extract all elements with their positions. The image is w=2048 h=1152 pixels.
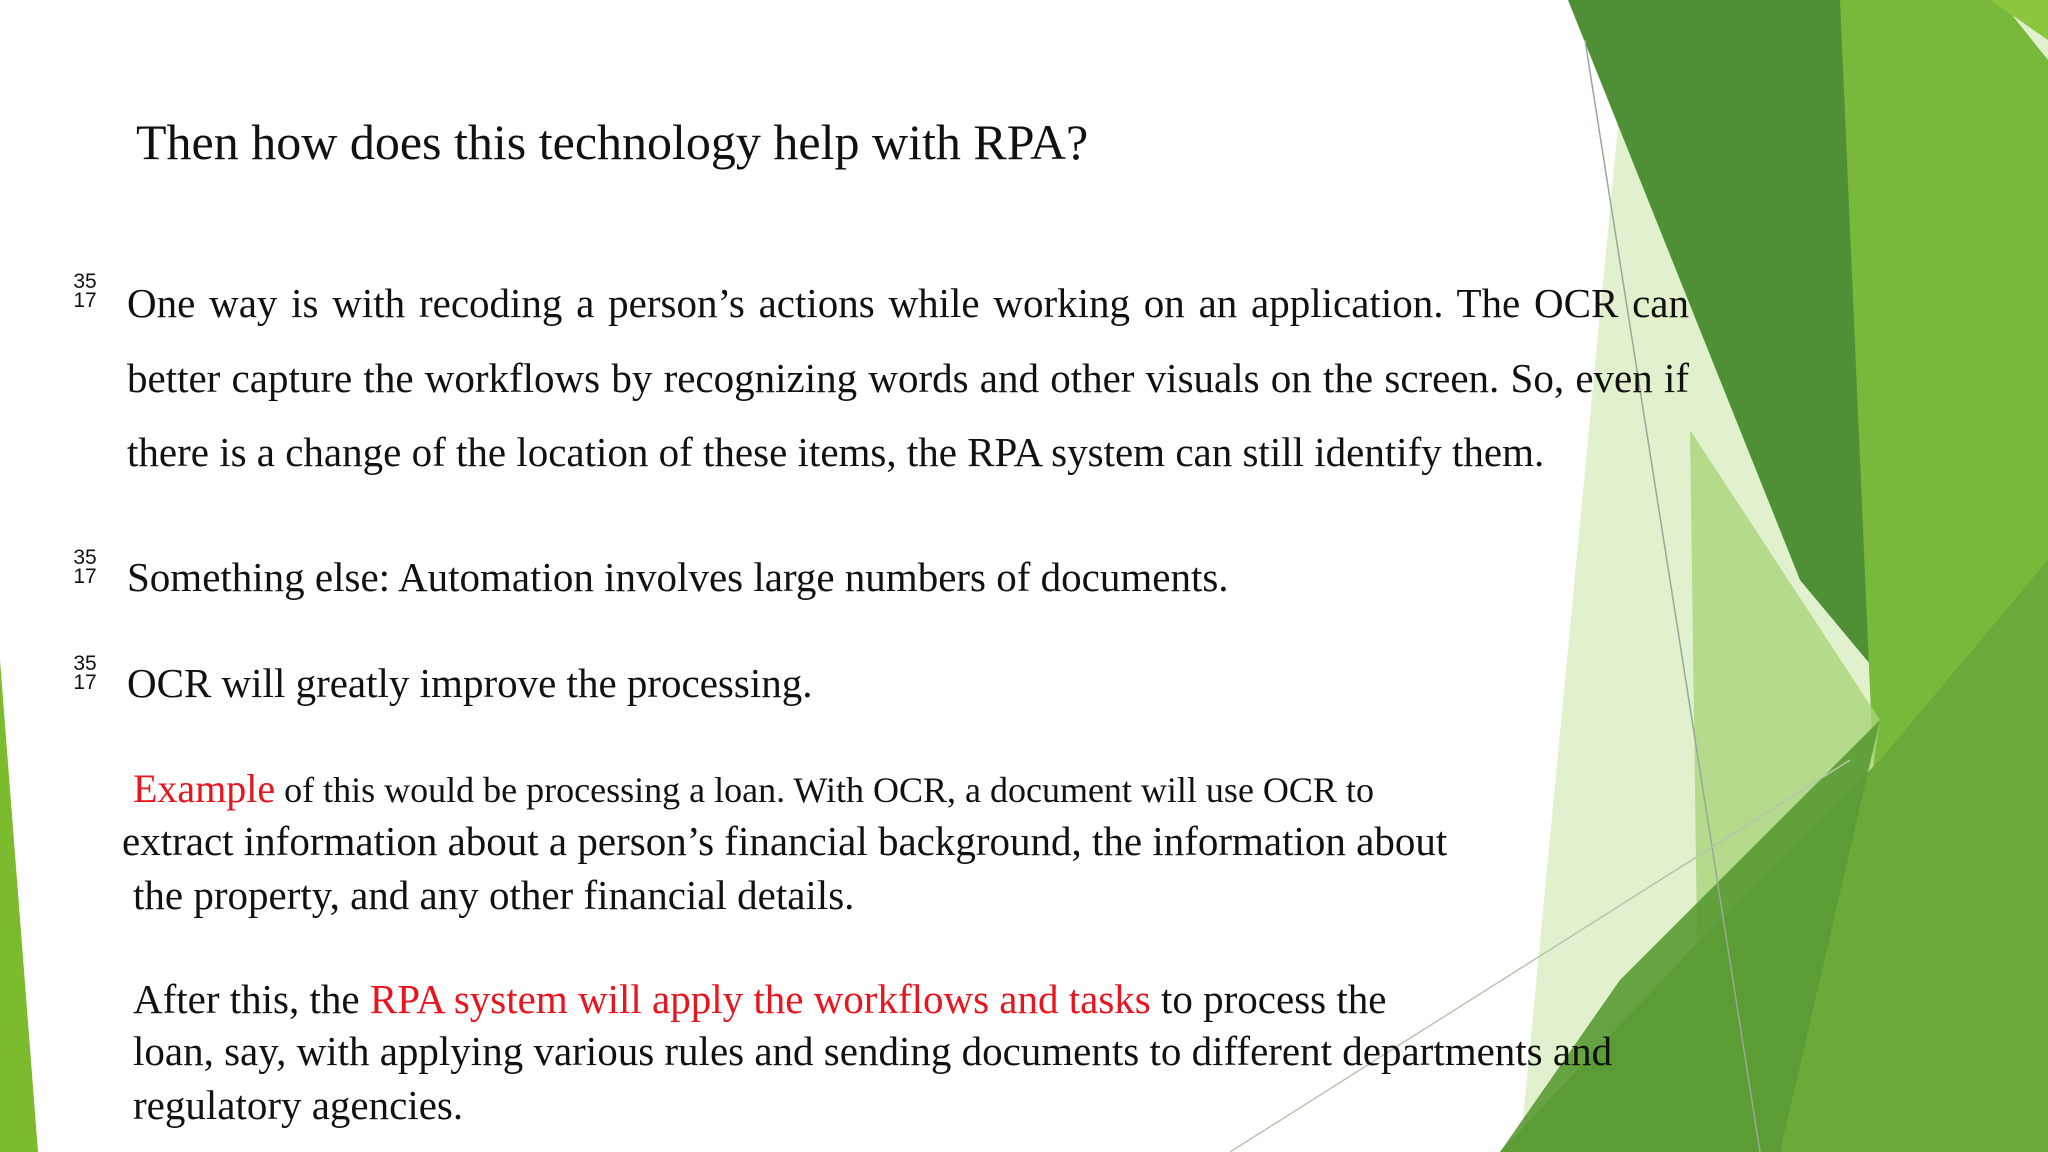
bullet-3-text: OCR will greatly improve the processing. xyxy=(127,660,813,706)
slide-title: Then how does this technology help with RPA? xyxy=(136,114,1089,170)
regulatory-line: regulatory agencies. xyxy=(133,1082,464,1128)
after-after: to process the xyxy=(1150,976,1387,1022)
left-green-triangle xyxy=(0,660,38,1152)
bullet-marker-top: 35 xyxy=(73,652,97,675)
bullet-marker-top: 35 xyxy=(73,546,97,569)
bullet-marker-top: 35 xyxy=(73,270,97,293)
bullet-2-text: Something else: Automation involves large numbers of documents. xyxy=(127,554,1229,600)
after-highlight: RPA system will apply the workflows and tasks xyxy=(369,976,1151,1022)
bullet-marker-2 xyxy=(70,548,100,586)
bullet-marker-bottom: 17 xyxy=(73,289,97,312)
extract-line: extract information about a person’s financial background, the information about xyxy=(122,818,1448,864)
bullet-marker-bottom: 17 xyxy=(73,671,97,694)
bullet-marker-bottom: 17 xyxy=(73,565,97,588)
example-highlight: Example xyxy=(133,766,276,811)
example-rest: of this would be processing a loan. With OCR, a document will use OCR to xyxy=(275,770,1374,810)
after-line xyxy=(133,974,1386,1024)
property-line: the property, and any other financial details. xyxy=(133,872,855,918)
loan-line: loan, say, with applying various rules and sending documents to different departments and xyxy=(133,1028,1613,1074)
bullet-1-text: One way is with recoding a person’s actions while working on an application. The OCR can better capture the workflows by recognizing words and other visuals on the screen. So, even if there is a change of the location of these items, the RPA system can still identify them. xyxy=(127,280,1689,475)
after-before: After this, the xyxy=(133,976,370,1022)
example-line xyxy=(133,764,1374,815)
bullet-marker-1 xyxy=(70,272,100,310)
bullet-marker-3 xyxy=(70,654,100,692)
